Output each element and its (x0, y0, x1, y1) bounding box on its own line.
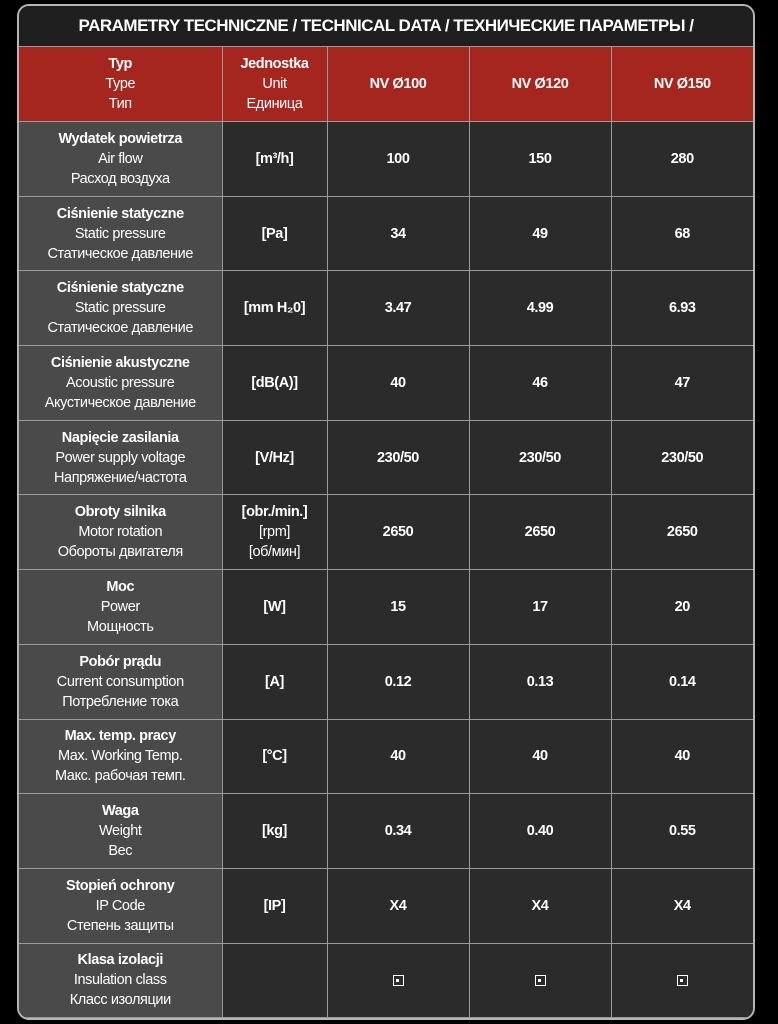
value-cell: 0.40 (469, 794, 611, 869)
value-cell: 17 (469, 570, 611, 645)
parameter-label: Вес (108, 843, 133, 860)
class-ii-insulation-icon (677, 975, 688, 986)
parameter-cell (19, 570, 222, 645)
parameter-label: Расход воздуха (70, 170, 170, 187)
table-row (19, 495, 753, 570)
parameter-cell (19, 943, 222, 1018)
parameter-label: Static pressure (74, 225, 166, 242)
value-cell: 15 (327, 570, 469, 645)
insulation-class-cell (611, 943, 753, 1018)
parameter-label: Ciśnienie statyczne (56, 205, 184, 222)
parameter-cell (19, 495, 222, 570)
header-model-nv150: NV Ø150 (611, 47, 753, 122)
parameter-label: Acoustic pressure (66, 374, 175, 391)
parameter-label: Обороты двигателя (57, 544, 183, 561)
value-cell: 40 (327, 719, 469, 794)
class-ii-insulation-icon (393, 975, 404, 986)
unit-label: [dB(A)] (251, 374, 298, 391)
value-cell: 230/50 (469, 420, 611, 495)
unit-cell (222, 495, 327, 570)
header-unit-ru: Единица (246, 96, 303, 112)
parameter-label: Motor rotation (78, 524, 163, 541)
value-cell: X4 (327, 868, 469, 943)
header-model-nv100: NV Ø100 (327, 47, 469, 122)
parameter-label: Статическое давление (47, 320, 194, 337)
parameter-label: Ciśnienie statyczne (56, 280, 184, 297)
unit-cell (222, 420, 327, 495)
value-cell: 0.14 (611, 644, 753, 719)
parameter-label: Obroty silnika (74, 504, 166, 521)
unit-label: [°C] (262, 748, 287, 765)
header-type-cell (19, 47, 222, 122)
unit-cell (222, 868, 327, 943)
value-cell: 280 (611, 122, 753, 197)
value-cell: 2650 (327, 495, 469, 570)
header-type-ru: Тип (108, 96, 132, 112)
table-row (19, 868, 753, 943)
unit-label: [об/мин] (248, 544, 301, 561)
value-cell: 0.55 (611, 794, 753, 869)
unit-cell (222, 271, 327, 346)
header-model-nv120: NV Ø120 (469, 47, 611, 122)
header-unit-cell (222, 47, 327, 122)
value-cell: 100 (327, 122, 469, 197)
parameter-cell (19, 644, 222, 719)
value-cell: 150 (469, 122, 611, 197)
insulation-class-cell (327, 943, 469, 1018)
parameter-label: Insulation class (73, 972, 167, 989)
value-cell: 68 (611, 196, 753, 271)
unit-cell (222, 570, 327, 645)
parameter-label: Air flow (98, 150, 143, 167)
table-row (19, 346, 753, 421)
unit-cell (222, 943, 327, 1018)
table-row (19, 943, 753, 1018)
value-cell: 2650 (611, 495, 753, 570)
parameter-label: Wydatek powietrza (58, 130, 182, 147)
class-ii-insulation-icon (535, 975, 546, 986)
header-type-en: Type (105, 76, 136, 92)
unit-label: [IP] (263, 897, 286, 914)
technical-data-sheet (17, 4, 755, 1020)
table-row (19, 644, 753, 719)
unit-cell (222, 794, 327, 869)
unit-label: [obr./min.] (241, 504, 308, 521)
unit-label: [mm H₂0] (243, 300, 306, 317)
unit-label: [Pa] (261, 225, 288, 242)
parameter-cell (19, 794, 222, 869)
parameter-label: Мощность (86, 618, 154, 635)
value-cell: 230/50 (611, 420, 753, 495)
parameter-label: Степень защиты (66, 917, 174, 934)
insulation-class-cell (469, 943, 611, 1018)
technical-data-table (19, 47, 753, 1018)
value-cell: X4 (469, 868, 611, 943)
unit-label: [kg] (262, 823, 287, 840)
value-cell: 34 (327, 196, 469, 271)
header-unit-en: Unit (262, 76, 287, 92)
parameter-label: Napięcie zasilania (61, 429, 179, 446)
value-cell: X4 (611, 868, 753, 943)
value-cell: 0.13 (469, 644, 611, 719)
unit-label: [rpm] (258, 524, 291, 541)
value-cell: 40 (611, 719, 753, 794)
parameter-label: Power supply voltage (55, 449, 186, 466)
header-unit-pl: Jednostka (240, 56, 309, 72)
table-row (19, 196, 753, 271)
parameter-cell (19, 271, 222, 346)
value-cell: 0.34 (327, 794, 469, 869)
parameter-label: Макс. рабочая темп. (54, 768, 186, 785)
parameter-label: IP Code (95, 897, 145, 914)
parameter-cell (19, 719, 222, 794)
value-cell: 46 (469, 346, 611, 421)
table-row (19, 420, 753, 495)
parameter-label: Max. Working Temp. (58, 748, 183, 765)
value-cell: 40 (327, 346, 469, 421)
parameter-label: Max. temp. pracy (64, 728, 176, 745)
value-cell: 2650 (469, 495, 611, 570)
value-cell: 4.99 (469, 271, 611, 346)
value-cell: 20 (611, 570, 753, 645)
parameter-label: Ciśnienie akustyczne (50, 354, 190, 371)
parameter-label: Static pressure (74, 300, 166, 317)
parameter-cell (19, 420, 222, 495)
parameter-label: Power (100, 598, 140, 615)
parameter-cell (19, 346, 222, 421)
unit-cell (222, 196, 327, 271)
parameter-label: Waga (101, 803, 139, 820)
unit-cell (222, 346, 327, 421)
parameter-label: Класс изоляции (69, 992, 171, 1009)
parameter-label: Напряжение/частота (53, 469, 187, 486)
unit-label: [m³/h] (255, 150, 294, 167)
value-cell: 0.12 (327, 644, 469, 719)
parameter-label: Статическое давление (47, 245, 194, 262)
value-cell: 47 (611, 346, 753, 421)
value-cell: 3.47 (327, 271, 469, 346)
parameter-label: Moc (106, 578, 135, 595)
sheet-title: PARAMETRY TECHNICZNE / TECHNICAL DATA / ТЕХНИЧЕСКИЕ ПАРАМЕТРЫ / (19, 6, 753, 47)
value-cell: 6.93 (611, 271, 753, 346)
unit-label: [W] (263, 598, 286, 615)
parameter-label: Потребление тока (62, 693, 179, 710)
unit-label: [A] (265, 673, 284, 690)
value-cell: 49 (469, 196, 611, 271)
header-type-pl: Typ (108, 56, 132, 72)
unit-cell (222, 719, 327, 794)
table-header-row (19, 47, 753, 122)
table-row (19, 794, 753, 869)
parameter-label: Weight (99, 823, 142, 840)
parameter-cell (19, 122, 222, 197)
parameter-label: Stopień ochrony (66, 877, 175, 894)
parameter-cell (19, 868, 222, 943)
unit-cell (222, 644, 327, 719)
table-row (19, 570, 753, 645)
parameter-label: Klasa izolacji (77, 952, 163, 969)
parameter-cell (19, 196, 222, 271)
table-row (19, 719, 753, 794)
parameter-label: Current consumption (56, 673, 184, 690)
value-cell: 230/50 (327, 420, 469, 495)
unit-label: [V/Hz] (255, 449, 294, 466)
table-row (19, 122, 753, 197)
table-row (19, 271, 753, 346)
parameter-label: Акустическое давление (44, 394, 196, 411)
value-cell: 40 (469, 719, 611, 794)
unit-cell (222, 122, 327, 197)
parameter-label: Pobór prądu (79, 653, 162, 670)
